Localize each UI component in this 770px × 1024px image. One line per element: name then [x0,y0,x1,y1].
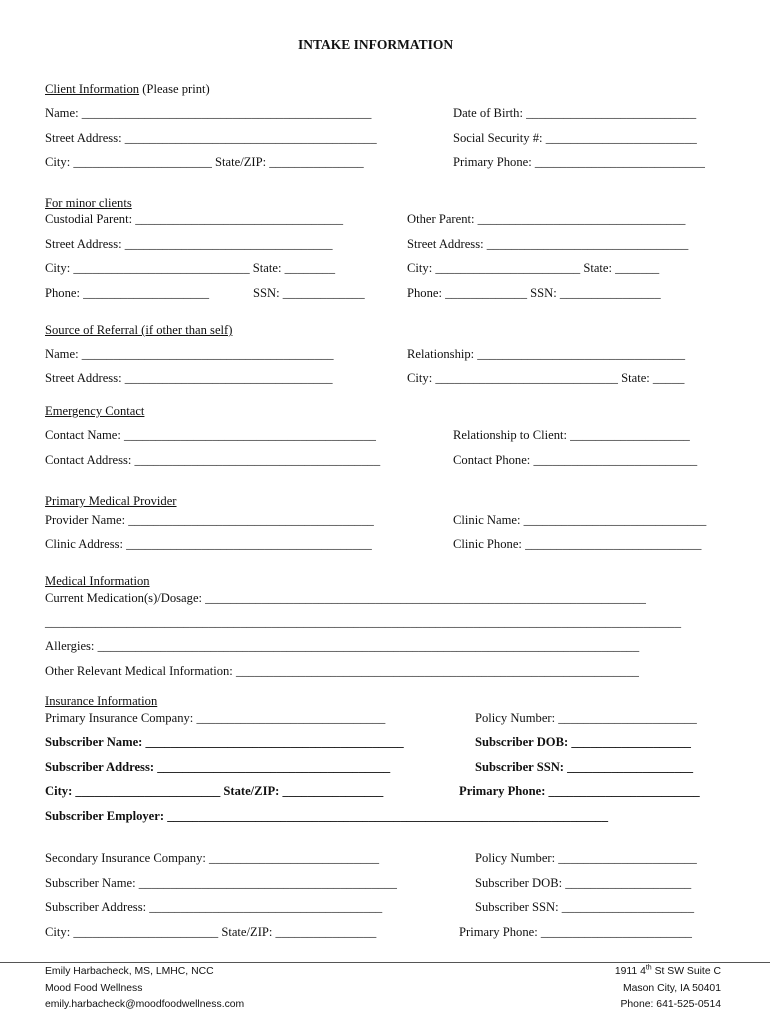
secondary-subscriber-ssn-field[interactable]: Subscriber SSN: _____________________ [475,900,694,914]
subscriber-city-field[interactable]: City: _______________________ State/ZIP: ________________ [45,784,384,798]
parent1-phone-field[interactable]: Phone: ____________________ [45,286,210,300]
footer-email-link[interactable]: emily.harbacheck@moodfoodwellness.com [45,999,245,1010]
secondary-policy-number-field[interactable]: Policy Number: ______________________ [475,851,697,865]
footer-right [615,964,721,1014]
referral-relationship-field[interactable]: Relationship: _________________________________ [407,347,686,361]
primary-insurance-company-field[interactable]: Primary Insurance Company: ______________________________ [45,711,386,725]
emergency-phone-field[interactable]: Contact Phone: __________________________ [453,453,698,467]
secondary-subscriber-dob-field[interactable]: Subscriber DOB: ____________________ [475,876,692,890]
minor-clients-heading: For minor clients [45,196,132,210]
parent2-street-field[interactable]: Street Address: ________________________________ [407,237,689,251]
subscriber-employer-field[interactable]: Subscriber Employer: ______________________________________________________________________ [45,809,608,823]
referral-name-field[interactable]: Name: ________________________________________ [45,347,334,361]
referral-city-field[interactable]: City: _____________________________ State: _____ [407,371,685,385]
footer-city-state: Mason City, IA 50401 [623,982,721,994]
footer-address-suffix: th [645,964,652,972]
client-info-heading-text: Client Information [45,82,140,96]
emergency-heading: Emergency Contact [45,404,145,418]
insurance-heading: Insurance Information [45,694,158,708]
referral-street-field[interactable]: Street Address: _________________________________ [45,371,333,385]
footer-business-name: Mood Food Wellness [45,982,143,994]
clinic-name-field[interactable]: Clinic Name: _____________________________ [453,513,707,527]
secondary-insurance-company-field[interactable]: Secondary Insurance Company: ___________________________ [45,851,380,865]
client-info-heading-note: (Please print) [139,82,210,96]
allergies-field[interactable]: Allergies: ______________________________________________________________________________________ [45,639,640,653]
primary-policy-number-field[interactable]: Policy Number: ______________________ [475,711,697,725]
footer-divider [0,962,770,963]
provider-heading: Primary Medical Provider [45,494,177,508]
provider-name-field[interactable]: Provider Name: _______________________________________ [45,513,374,527]
footer-address-number: 1911 4 [614,966,646,977]
medications-field[interactable]: Current Medication(s)/Dosage: ______________________________________________________________________ [45,591,646,605]
secondary-phone-field[interactable]: Primary Phone: ________________________ [459,925,692,939]
client-info-heading [45,83,210,96]
secondary-city-field[interactable]: City: _______________________ State/ZIP: ________________ [45,925,377,939]
client-phone-field[interactable]: Primary Phone: ___________________________ [453,155,705,169]
subscriber-ssn-field[interactable]: Subscriber SSN: ____________________ [475,760,694,774]
footer-phone: Phone: 641-525-0514 [620,999,721,1010]
footer-address-rest: St SW Suite C [651,966,721,977]
client-city-field[interactable]: City: ______________________ State/ZIP: _______________ [45,155,364,169]
referral-heading: Source of Referral (if other than self) [45,323,233,337]
parent2-city-field[interactable]: City: _______________________ State: _______ [407,261,660,275]
secondary-subscriber-address-field[interactable]: Subscriber Address: _____________________________________ [45,900,383,914]
footer-left [45,964,244,1014]
custodial-parent-field[interactable]: Custodial Parent: _________________________________ [45,212,344,226]
clinic-address-field[interactable]: Clinic Address: _______________________________________ [45,537,372,551]
client-ssn-field[interactable]: Social Security #: ________________________ [453,131,697,145]
client-street-field[interactable]: Street Address: ________________________________________ [45,131,377,145]
other-parent-field[interactable]: Other Parent: _________________________________ [407,212,686,226]
parent1-street-field[interactable]: Street Address: _________________________________ [45,237,333,251]
secondary-subscriber-name-field[interactable]: Subscriber Name: _________________________________________ [45,876,397,890]
other-medical-info-field[interactable]: Other Relevant Medical Information: ________________________________________________________________ [45,664,639,678]
parent1-city-field[interactable]: City: ____________________________ State: ________ [45,261,336,275]
subscriber-dob-field[interactable]: Subscriber DOB: ___________________ [475,735,691,749]
client-name-field[interactable]: Name: ______________________________________________ [45,106,372,120]
clinic-phone-field[interactable]: Clinic Phone: ____________________________ [453,537,702,551]
subscriber-name-field[interactable]: Subscriber Name: _________________________________________ [45,735,404,749]
medical-heading: Medical Information [45,574,150,588]
subscriber-phone-field[interactable]: Primary Phone: ________________________ [459,784,700,798]
client-dob-field[interactable]: Date of Birth: ___________________________ [453,106,697,120]
subscriber-address-field[interactable]: Subscriber Address: _____________________________________ [45,760,391,774]
page-title: INTAKE INFORMATION [298,37,454,52]
footer-street-address [615,964,721,981]
emergency-relationship-field[interactable]: Relationship to Client: ___________________ [453,428,690,442]
parent2-phone-ssn-field[interactable]: Phone: _____________ SSN: ________________ [407,286,661,300]
emergency-address-field[interactable]: Contact Address: _______________________________________ [45,453,381,467]
parent1-ssn-field[interactable]: SSN: _____________ [253,286,365,300]
footer-practitioner-name: Emily Harbacheck, MS, LMHC, NCC [45,966,214,977]
medications-continued-field[interactable]: _____________________________________________________________________________________________________ [45,615,681,629]
emergency-name-field[interactable]: Contact Name: ________________________________________ [45,428,376,442]
